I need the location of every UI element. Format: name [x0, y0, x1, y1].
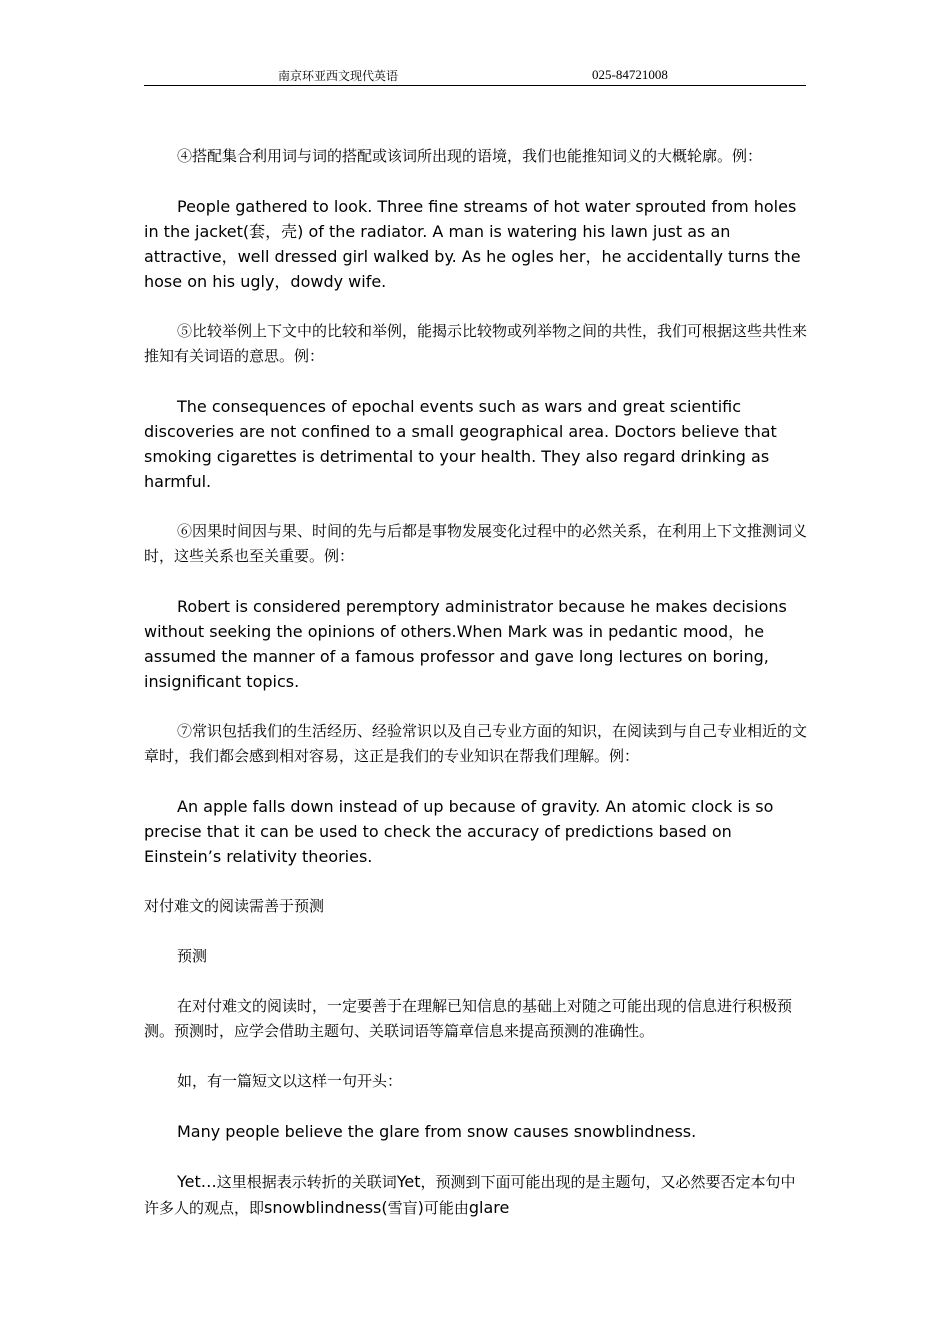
header-organization: 南京环亚西文现代英语 [278, 69, 399, 83]
paragraph-collocation-tip: ④搭配集合利用词与词的搭配或该词所出现的语境，我们也能推知词义的大概轮廓。例： [177, 147, 763, 165]
text-span: ，预测到下面可能出现的是主题句，又必然要否定本句中许多人的观点，即 [144, 1173, 796, 1217]
paragraph-cause-time-tip: ⑥因果时间因与果、时间的先与后都是事物发展变化过程中的必然关系，在利用上下文推测词义时，这些关系也至关重要。例： [144, 522, 808, 565]
paragraph-prediction-intro: 在对付难文的阅读时，一定要善于在理解已知信息的基础上对随之可能出现的信息进行积极预测。预测时，应学会借助主题句、关联词语等篇章信息来提高预测的准确性。 [144, 997, 793, 1040]
text-span: 这里根据表示转折的关联词 [216, 1173, 397, 1191]
text-span: glare [468, 1198, 510, 1217]
paragraph-comparison-example: The consequences of epochal events such as wars and great scientific discoveries are not confined to a small geographical area. Doctors believe that smoking cigarettes is detrimental to your health. They also regard drinking as harmful. [144, 397, 777, 491]
text-span: snowblindness( [264, 1198, 388, 1217]
text-span: 可能由 [423, 1199, 469, 1217]
document-body [144, 144, 808, 1221]
paragraph-cause-time-example: Robert is considered peremptory administrator because he makes decisions without seeking the opinions of others.When Mark was in pedantic mood，he assumed the manner of a famous professor and gave long lectures on boring, insignificant topics. [144, 597, 787, 691]
text-span: ) [417, 1198, 424, 1217]
text-span: Yet… [177, 1172, 217, 1191]
section-heading: 对付难文的阅读需善于预测 [144, 897, 325, 915]
paragraph-example-sentence: Many people believe the glare from snow causes snowblindness. [177, 1122, 697, 1141]
text-span: 雪盲 [387, 1199, 418, 1217]
paragraph-collocation-example: People gathered to look. Three fine streams of hot water sprouted from holes in the jacket(套，壳) of the radiator. A man is watering his lawn just as an attractive，well dressed girl walked by. As he ogles her，he accidentally turns the hose on his ugly，dowdy wife. [144, 197, 801, 291]
text-span: Yet [396, 1172, 421, 1191]
paragraph-common-sense-example: An apple falls down instead of up because of gravity. An atomic clock is so precise that it can be used to check the accuracy of predictions based on Einstein’s relativity theories. [144, 797, 774, 866]
page-header [144, 66, 806, 86]
subsection-heading: 预测 [177, 947, 208, 965]
header-phone: 025-84721008 [592, 67, 668, 82]
paragraph-example-lead: 如，有一篇短文以这样一句开头： [177, 1072, 403, 1090]
paragraph-common-sense-tip: ⑦常识包括我们的生活经历、经验常识以及自己专业方面的知识，在阅读到与自己专业相近的文章时，我们都会感到相对容易，这正是我们的专业知识在帮我们理解。例： [144, 722, 808, 765]
paragraph-prediction-analysis [144, 1169, 808, 1221]
paragraph-comparison-tip: ⑤比较举例上下文中的比较和举例，能揭示比较物或列举物之间的共性，我们可根据这些共性来推知有关词语的意思。例： [144, 322, 808, 365]
